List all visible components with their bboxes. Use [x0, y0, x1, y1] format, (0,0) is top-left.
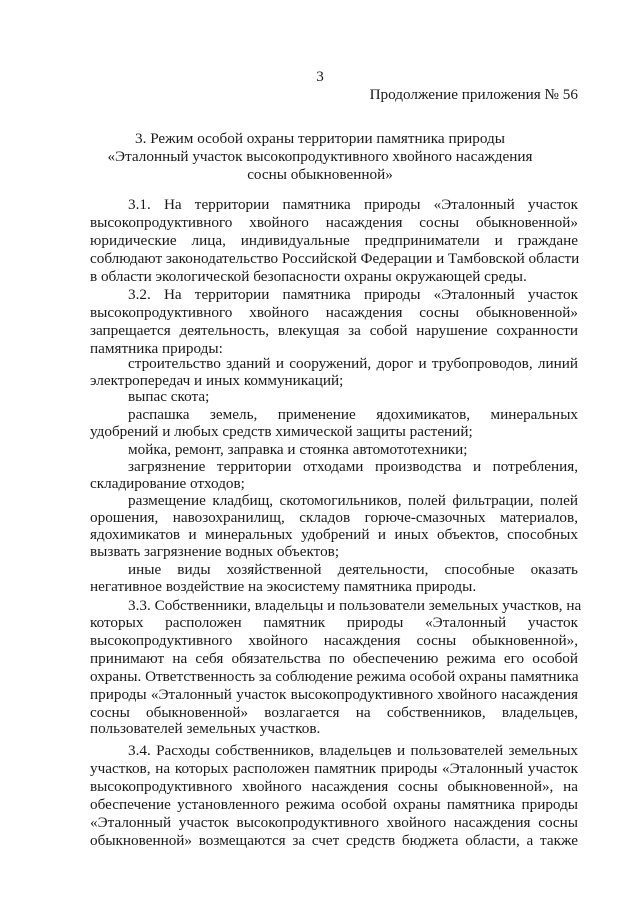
text-line: в области экологической безопасности охраны окружающей среды.: [90, 268, 527, 285]
text-line: обеспечение установленного режима особой охраны памятника природы: [90, 796, 578, 813]
text-line: обыкновенной» возмещаются за счет средств бюджета области, а также: [90, 832, 578, 849]
text-line: природы «Эталонный участок высокопродуктивного хвойного насаждения: [90, 686, 578, 703]
text-line: 3.3. Собственники, владельцы и пользователи земельных участков, на: [128, 597, 582, 614]
text-line: строительство зданий и сооружений, дорог и трубопроводов, линий: [128, 355, 578, 372]
text-line: размещение кладбищ, скотомогильников, полей фильтрации, полей: [128, 492, 578, 509]
text-line: иные виды хозяйственной деятельности, способные оказать: [128, 561, 578, 578]
text-line: ядохимикатов и минеральных удобрений и иных объектов, способных: [90, 526, 578, 543]
text-line: распашка земель, применение ядохимикатов, минеральных: [128, 406, 578, 423]
text-line: юридические лица, индивидуальные предприниматели и граждане: [90, 232, 578, 249]
text-line: складирование отходов;: [90, 475, 245, 492]
page-number: 3: [316, 68, 324, 85]
text-line: вызвать загрязнение водных объектов;: [90, 543, 340, 560]
text-line: памятника природы:: [90, 340, 223, 357]
text-line: 3.4. Расходы собственников, владельцев и пользователей земельных: [128, 742, 578, 759]
text-line: высокопродуктивного хвойного насаждения сосны обыкновенной»: [90, 304, 578, 321]
text-line: 3.1. На территории памятника природы «Эталонный участок: [128, 196, 578, 213]
text-line: охраны. Ответственность за соблюдение режима особой охраны памятника: [90, 668, 579, 685]
appendix-continuation: Продолжение приложения № 56: [369, 86, 578, 103]
text-line: высокопродуктивного хвойного насаждения сосны обыкновенной»,: [90, 632, 578, 649]
text-line: негативное воздействие на экосистему памятника природы.: [90, 578, 477, 595]
text-line: 3.2. На территории памятника природы «Эталонный участок: [128, 286, 578, 303]
text-line: высокопродуктивного хвойного насаждения сосны обыкновенной»: [90, 214, 578, 231]
section-heading-line-3: сосны обыкновенной»: [247, 166, 393, 183]
text-line: принимают на себя обязательства по обеспечению режима его особой: [90, 650, 578, 667]
text-line: «Эталонный участок высокопродуктивного хвойного насаждения сосны: [90, 814, 578, 831]
text-line: орошения, навозохранилищ, складов горюче-смазочных материалов,: [90, 509, 578, 526]
text-line: запрещается деятельность, влекущая за собой нарушение сохранности: [90, 322, 578, 339]
text-line: электропередач и иных коммуникаций;: [90, 372, 344, 389]
text-line: загрязнение территории отходами производства и потребления,: [128, 458, 578, 475]
text-line: сосны обыкновенной» возлагается на собственников, владельцев,: [90, 704, 578, 721]
text-line: удобрений и любых средств химической защиты растений;: [90, 423, 473, 440]
text-line: высокопродуктивного хвойного насаждения сосны обыкновенной», на: [90, 778, 578, 795]
text-line: участков, на которых расположен памятник природы «Эталонный участок: [90, 760, 578, 777]
text-line: пользователей земельных участков.: [90, 720, 321, 737]
section-heading-line-1: 3. Режим особой охраны территории памятника природы: [135, 130, 505, 147]
text-line: соблюдают законодательство Российской Федерации и Тамбовской области: [90, 250, 580, 267]
section-heading-line-2: «Эталонный участок высокопродуктивного хвойного насаждения: [107, 148, 533, 165]
text-line: мойка, ремонт, заправка и стоянка автомототехники;: [128, 441, 468, 458]
text-line: которых расположен памятник природы «Эталонный участок: [90, 614, 578, 631]
text-line: выпас скота;: [128, 388, 210, 405]
